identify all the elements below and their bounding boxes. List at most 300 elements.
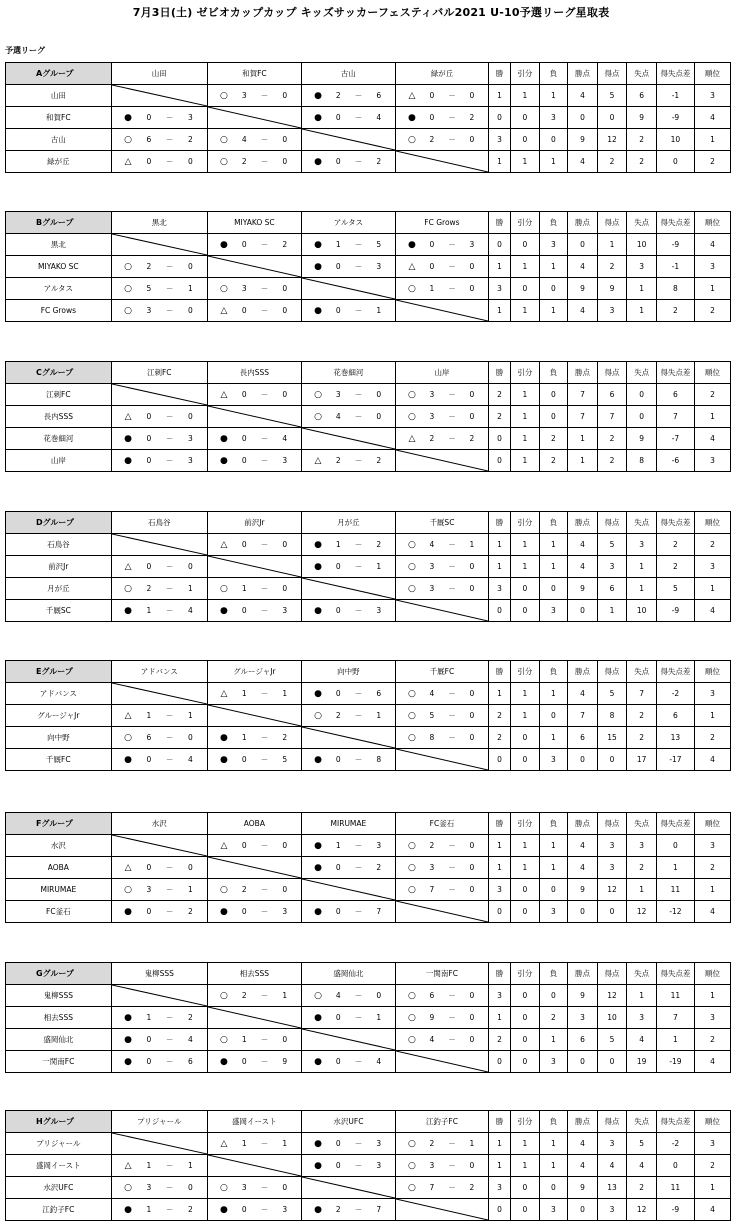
score-separator: － [448,240,456,249]
column-team-header: 水沢UFC [301,1111,395,1133]
match-result [301,1155,395,1177]
result-mark-icon: ○ [408,283,416,294]
row-team-name: 水沢UFC [6,1177,112,1199]
result-mark-icon: ○ [220,583,228,594]
stat-value: 1 [539,300,568,322]
stat-header: 失点 [627,512,657,534]
score-against: 0 [188,412,193,421]
stat-value: 3 [488,985,510,1007]
result-mark-icon: ○ [220,90,228,101]
standings-table [5,211,731,322]
match-result-inner [112,261,207,272]
stat-value: 12 [597,985,627,1007]
result-mark-icon: △ [408,90,416,101]
match-result-inner [396,583,488,594]
stat-header: 引分 [511,63,540,85]
match-result [207,234,301,256]
stat-value: 0 [511,879,540,901]
stat-value: 0 [511,578,540,600]
stat-value: 1 [694,705,730,727]
score-separator: － [260,1057,269,1066]
match-result-inner [112,1056,207,1067]
result-mark-icon: ● [314,1204,322,1215]
stat-value: 1 [656,1029,694,1051]
score-against: 3 [188,113,193,122]
stat-value: -1 [656,85,694,107]
stat-value: 0 [568,234,598,256]
stat-value: 5 [627,1133,657,1155]
score-separator: － [165,284,174,293]
score-separator: － [448,540,456,549]
match-result-inner [302,112,395,123]
score-separator: － [260,584,269,593]
diagonal-line [396,1051,488,1072]
result-mark-icon: ● [314,156,322,167]
match-result-inner [208,583,301,594]
stat-value: 3 [597,835,627,857]
score-for: 5 [146,284,152,293]
match-result [207,600,301,622]
stat-value: 2 [694,727,730,749]
match-result-inner [112,1012,207,1023]
diagonal-line [302,879,395,900]
score-for: 2 [335,1205,341,1214]
stat-header: 勝点 [568,212,598,234]
score-against: 0 [188,262,193,271]
score-for: 4 [429,540,435,549]
column-team-header: MIRUMAE [301,813,395,835]
result-mark-icon: ○ [408,1012,416,1023]
match-result-inner [302,539,395,550]
stat-value: 1 [488,85,510,107]
score-for: 0 [429,262,435,271]
score-for: 0 [241,841,247,850]
score-separator: － [260,689,269,698]
score-for: 0 [429,91,435,100]
group-name: Dグループ [6,512,112,534]
stat-value: 1 [539,835,568,857]
score-for: 1 [241,1035,247,1044]
stat-value: 1 [539,727,568,749]
score-for: 0 [335,262,341,271]
diagonal-line [112,85,207,106]
stat-value: 3 [488,278,510,300]
stat-value: -2 [656,683,694,705]
table-row [6,879,731,901]
column-team-header: 盛岡イースト [207,1111,301,1133]
match-result-inner [208,433,301,444]
stat-value: 0 [627,384,657,406]
match-result-inner [396,710,488,721]
score-against: 0 [469,711,475,720]
match-result [207,450,301,472]
stat-value: 17 [627,749,657,771]
match-result [395,578,488,600]
score-for: 2 [335,91,341,100]
stat-value: 4 [568,256,598,278]
stat-value: 3 [694,1007,730,1029]
stat-value: 3 [597,1133,627,1155]
score-separator: － [354,1205,363,1214]
stat-value: 0 [656,835,694,857]
stat-value: 5 [656,578,694,600]
score-separator: － [354,113,363,122]
score-separator: － [260,1183,269,1192]
match-result [301,683,395,705]
match-result [301,256,395,278]
match-result-inner [208,156,301,167]
match-result-inner [302,688,395,699]
result-mark-icon: ○ [220,1182,228,1193]
self-match-cell [111,234,207,256]
result-mark-icon: ● [124,906,132,917]
stat-header: 勝 [488,362,510,384]
score-against: 8 [376,755,382,764]
stat-header: 順位 [694,212,730,234]
score-for: 0 [335,113,341,122]
match-result [301,705,395,727]
match-result [111,107,207,129]
match-result-inner [302,156,395,167]
diagonal-line [302,129,395,150]
row-team-name: 一関南FC [6,1051,112,1073]
score-for: 3 [429,390,435,399]
stat-header: 得点 [597,1111,627,1133]
match-result [207,85,301,107]
stat-value: 13 [597,1177,627,1199]
stat-value: 6 [597,384,627,406]
match-result-inner [302,1012,395,1023]
score-for: 4 [241,135,247,144]
stat-value: 0 [488,600,510,622]
column-team-header: FC釜石 [395,813,488,835]
stat-header: 得失点差 [656,1111,694,1133]
stat-header: 勝 [488,1111,510,1133]
group-table-Hグループ [5,1110,731,1221]
score-separator: － [354,689,363,698]
stat-value: 3 [539,901,568,923]
stat-value: 2 [694,384,730,406]
match-result-inner [112,605,207,616]
diagonal-line [208,406,301,427]
self-match-cell [111,85,207,107]
result-mark-icon: ● [220,605,228,616]
stat-value: 1 [511,256,540,278]
stat-value: 1 [511,384,540,406]
match-result-inner [396,1160,488,1171]
score-for: 0 [335,606,341,615]
match-result [395,85,488,107]
stat-value: -17 [656,749,694,771]
score-for: 9 [429,1013,435,1022]
result-mark-icon: △ [220,389,228,400]
self-match-cell [301,727,395,749]
diagonal-line [396,450,488,471]
score-for: 0 [241,390,247,399]
score-against: 0 [469,885,475,894]
stat-value: 1 [511,556,540,578]
score-separator: － [165,606,174,615]
score-against: 0 [188,157,193,166]
score-against: 1 [376,1013,382,1022]
result-mark-icon: ○ [408,862,416,873]
stat-header: 引分 [511,813,540,835]
stat-value: 0 [539,985,568,1007]
match-result [207,1133,301,1155]
column-team-header: 長内SSS [207,362,301,384]
stat-value: 6 [568,1029,598,1051]
stat-value: 1 [656,857,694,879]
match-result-inner [208,239,301,250]
score-separator: － [260,157,269,166]
stat-value: 5 [597,1029,627,1051]
score-against: 0 [469,91,475,100]
stat-value: 1 [597,234,627,256]
match-result [207,1029,301,1051]
score-against: 0 [282,91,288,100]
result-mark-icon: ○ [124,261,132,272]
score-separator: － [448,135,456,144]
diagonal-line [112,234,207,255]
match-result [207,985,301,1007]
stat-value: -12 [656,901,694,923]
stat-value: 0 [488,1051,510,1073]
stat-value: 0 [539,129,568,151]
stat-value: 2 [488,727,510,749]
stat-value: 1 [511,406,540,428]
result-mark-icon: ○ [408,884,416,895]
self-match-cell [207,406,301,428]
match-result-inner [302,840,395,851]
score-separator: － [165,885,174,894]
self-match-cell [395,300,488,322]
result-mark-icon: ○ [314,990,322,1001]
stat-value: 2 [597,256,627,278]
stat-value: 1 [627,300,657,322]
match-result-inner [396,1012,488,1023]
diagonal-line [208,1007,301,1028]
stat-value: 1 [539,1155,568,1177]
score-against: 2 [376,456,382,465]
result-mark-icon: ○ [220,283,228,294]
table-row [6,600,731,622]
self-match-cell [111,985,207,1007]
table-row [6,85,731,107]
stat-value: -2 [656,1133,694,1155]
stat-value: 9 [568,278,598,300]
stat-value: 0 [511,749,540,771]
stat-value: 0 [488,450,510,472]
stat-value: 0 [597,107,627,129]
result-mark-icon: ○ [408,710,416,721]
row-team-name: 長内SSS [6,406,112,428]
score-against: 0 [469,412,475,421]
score-for: 0 [241,755,247,764]
score-separator: － [448,562,456,571]
stat-value: 9 [597,278,627,300]
stat-value: 3 [694,556,730,578]
stat-value: 7 [597,406,627,428]
result-mark-icon: ● [314,1056,322,1067]
score-against: 0 [282,841,288,850]
score-against: 3 [188,434,193,443]
match-result-inner [302,239,395,250]
result-mark-icon: ○ [408,411,416,422]
table-row [6,428,731,450]
score-separator: － [165,1057,174,1066]
self-match-cell [111,683,207,705]
match-result [207,1199,301,1221]
score-against: 0 [469,262,475,271]
match-result-inner [208,389,301,400]
match-result [395,1177,488,1199]
result-mark-icon: ○ [124,1182,132,1193]
row-team-name: 水沢 [6,835,112,857]
score-against: 0 [282,135,288,144]
stat-header: 失点 [627,813,657,835]
group-name: Bグループ [6,212,112,234]
result-mark-icon: ○ [314,710,322,721]
score-separator: － [448,262,456,271]
stat-value: 1 [627,578,657,600]
match-result-inner [208,1034,301,1045]
stat-value: 5 [597,85,627,107]
match-result [301,107,395,129]
stat-header: 勝 [488,63,510,85]
score-against: 0 [469,689,475,698]
score-against: 0 [188,1183,193,1192]
score-against: 0 [469,1013,475,1022]
match-result [111,556,207,578]
header-row [6,813,731,835]
score-separator: － [260,733,269,742]
header-row [6,1111,731,1133]
stat-value: 3 [627,256,657,278]
match-result [395,879,488,901]
stat-value: 1 [539,857,568,879]
result-mark-icon: ○ [408,583,416,594]
stat-value: 8 [627,450,657,472]
table-row [6,300,731,322]
result-mark-icon: ● [124,1204,132,1215]
score-for: 0 [241,540,247,549]
match-result-inner [112,455,207,466]
result-mark-icon: ○ [314,411,322,422]
header-row [6,963,731,985]
match-result-inner [208,990,301,1001]
row-team-name: 千厩SC [6,600,112,622]
stat-value: 3 [539,234,568,256]
table-row [6,901,731,923]
stat-value: 1 [511,85,540,107]
score-against: 0 [188,562,193,571]
column-team-header: 江刺FC [111,362,207,384]
stat-value: 1 [511,857,540,879]
score-against: 0 [469,863,475,872]
stat-value: 1 [694,578,730,600]
stat-value: 6 [568,727,598,749]
score-for: 3 [335,390,341,399]
score-separator: － [448,412,456,421]
row-team-name: 和賀FC [6,107,112,129]
result-mark-icon: ○ [408,1034,416,1045]
score-for: 0 [335,755,341,764]
score-separator: － [260,841,269,850]
stat-value: 3 [488,879,510,901]
diagonal-line [396,1199,488,1220]
score-against: 5 [376,240,382,249]
result-mark-icon: ○ [124,305,132,316]
stat-value: 1 [511,428,540,450]
score-against: 0 [282,284,288,293]
table-row [6,705,731,727]
stat-value: 9 [627,428,657,450]
header-row [6,212,731,234]
column-team-header: 千厩FC [395,661,488,683]
score-against: 3 [376,262,382,271]
score-separator: － [260,240,269,249]
match-result [207,578,301,600]
match-result [395,1133,488,1155]
match-result [395,705,488,727]
row-team-name: プリジャール [6,1133,112,1155]
stat-header: 順位 [694,362,730,384]
stat-value: 4 [597,1155,627,1177]
score-against: 0 [376,390,382,399]
result-mark-icon: ○ [408,840,416,851]
stat-value: 0 [568,600,598,622]
match-result [111,1177,207,1199]
result-mark-icon: ○ [220,134,228,145]
score-for: 0 [335,1013,341,1022]
score-for: 7 [429,885,435,894]
match-result [301,151,395,173]
score-separator: － [354,240,363,249]
table-row [6,406,731,428]
match-result [301,450,395,472]
score-against: 1 [188,1161,193,1170]
score-for: 2 [429,135,435,144]
score-separator: － [260,907,269,916]
stat-value: 1 [694,406,730,428]
row-team-name: 江釣子FC [6,1199,112,1221]
stat-value: 1 [539,1029,568,1051]
stat-value: 3 [539,600,568,622]
row-team-name: 盛岡イースト [6,1155,112,1177]
row-team-name: 江刺FC [6,384,112,406]
match-result [207,749,301,771]
stat-header: 引分 [511,512,540,534]
score-separator: － [165,456,174,465]
stat-value: 4 [694,749,730,771]
score-against: 2 [188,1013,193,1022]
match-result [111,151,207,173]
result-mark-icon: ● [124,1012,132,1023]
table-row [6,683,731,705]
result-mark-icon: △ [124,710,132,721]
stat-value: 2 [694,1029,730,1051]
match-result-inner [208,455,301,466]
stat-header: 勝 [488,661,510,683]
score-against: 7 [376,907,382,916]
match-result-inner [302,906,395,917]
result-mark-icon: ○ [408,688,416,699]
stat-value: 1 [539,1133,568,1155]
stat-value: 3 [488,578,510,600]
stat-value: 0 [539,879,568,901]
score-separator: － [165,1205,174,1214]
match-result-inner [112,156,207,167]
